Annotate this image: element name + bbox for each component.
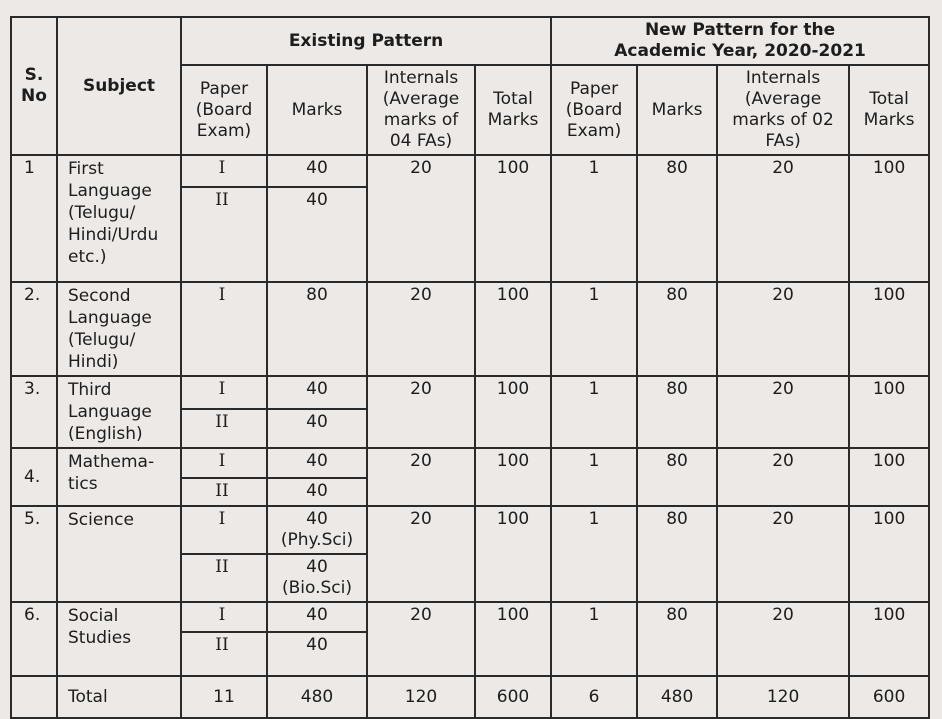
row-marks: 40 — [267, 409, 367, 448]
row-marks: 40 — [267, 632, 367, 676]
row-paper: II — [181, 409, 267, 448]
row-total: 100 — [475, 602, 551, 676]
total-marks: 480 — [267, 676, 367, 718]
row-paper: I — [181, 602, 267, 632]
row-paper: I — [181, 155, 267, 187]
row-marks: 40 — [267, 376, 367, 409]
header-existing-pattern: Existing Pattern — [181, 17, 551, 65]
row-internals: 20 — [367, 448, 475, 506]
row-internals: 20 — [367, 155, 475, 282]
row-paper: II — [181, 187, 267, 282]
row-paper: II — [181, 478, 267, 506]
table-row — [11, 376, 929, 409]
row-new-marks: 80 — [637, 155, 717, 282]
total-internals: 120 — [367, 676, 475, 718]
row-marks: 80 — [267, 282, 367, 376]
row-total: 100 — [475, 282, 551, 376]
header-new-total: Total Marks — [849, 65, 929, 155]
header-sno: S. No — [11, 17, 57, 155]
row-marks: 40 — [267, 187, 367, 282]
row-paper: I — [181, 506, 267, 554]
header-existing-marks: Marks — [267, 65, 367, 155]
row-marks: 40 — [267, 602, 367, 632]
row-internals: 20 — [367, 602, 475, 676]
row-new-marks: 80 — [637, 376, 717, 448]
row-subject: Science — [57, 506, 181, 602]
row-marks: 40 — [267, 478, 367, 506]
total-new-internals: 120 — [717, 676, 849, 718]
row-new-internals: 20 — [717, 602, 849, 676]
total-sno — [11, 676, 57, 718]
row-subject: Social Studies — [57, 602, 181, 676]
header-new-marks: Marks — [637, 65, 717, 155]
row-new-total: 100 — [849, 448, 929, 506]
row-marks: 40 — [267, 155, 367, 187]
row-new-paper: 1 — [551, 155, 637, 282]
total-row — [11, 676, 929, 718]
row-new-paper: 1 — [551, 506, 637, 602]
total-label: Total — [57, 676, 181, 718]
row-marks: 40 (Phy.Sci) — [267, 506, 367, 554]
row-paper: II — [181, 632, 267, 676]
row-subject: First Language (Telugu/ Hindi/Urdu etc.) — [57, 155, 181, 282]
row-subject: Second Language (Telugu/ Hindi) — [57, 282, 181, 376]
row-internals: 20 — [367, 282, 475, 376]
row-new-internals: 20 — [717, 376, 849, 448]
table-row — [11, 155, 929, 187]
row-new-total: 100 — [849, 602, 929, 676]
row-marks: 40 (Bio.Sci) — [267, 554, 367, 602]
row-total: 100 — [475, 448, 551, 506]
total-new-papers: 6 — [551, 676, 637, 718]
exam-pattern-table — [10, 16, 930, 719]
row-new-marks: 80 — [637, 602, 717, 676]
row-paper: I — [181, 282, 267, 376]
row-new-marks: 80 — [637, 506, 717, 602]
row-total: 100 — [475, 376, 551, 448]
header-new-pattern: New Pattern for the Academic Year, 2020-2021 — [551, 17, 929, 65]
row-new-marks: 80 — [637, 282, 717, 376]
row-new-total: 100 — [849, 282, 929, 376]
row-subject: Mathema- tics — [57, 448, 181, 506]
row-new-total: 100 — [849, 155, 929, 282]
table-row — [11, 506, 929, 554]
row-new-internals: 20 — [717, 448, 849, 506]
row-new-internals: 20 — [717, 506, 849, 602]
row-sno: 1 — [11, 155, 57, 282]
row-new-internals: 20 — [717, 155, 849, 282]
row-sno: 6. — [11, 602, 57, 676]
total-new-total: 600 — [849, 676, 929, 718]
row-new-paper: 1 — [551, 376, 637, 448]
header-new-internals: Internals (Average marks of 02 FAs) — [717, 65, 849, 155]
row-internals: 20 — [367, 506, 475, 602]
row-sno: 2. — [11, 282, 57, 376]
row-new-total: 100 — [849, 506, 929, 602]
row-paper: II — [181, 554, 267, 602]
row-new-paper: 1 — [551, 448, 637, 506]
header-subject: Subject — [57, 17, 181, 155]
header-existing-paper: Paper (Board Exam) — [181, 65, 267, 155]
row-new-internals: 20 — [717, 282, 849, 376]
total-papers: 11 — [181, 676, 267, 718]
total-total: 600 — [475, 676, 551, 718]
header-existing-internals: Internals (Average marks of 04 FAs) — [367, 65, 475, 155]
row-internals: 20 — [367, 376, 475, 448]
table-row — [11, 448, 929, 478]
row-new-marks: 80 — [637, 448, 717, 506]
row-total: 100 — [475, 506, 551, 602]
header-existing-total: Total Marks — [475, 65, 551, 155]
table-row — [11, 282, 929, 376]
row-marks: 40 — [267, 448, 367, 478]
table-row — [11, 602, 929, 632]
header-new-paper: Paper (Board Exam) — [551, 65, 637, 155]
row-total: 100 — [475, 155, 551, 282]
row-paper: I — [181, 448, 267, 478]
row-sno: 4. — [11, 448, 57, 506]
total-new-marks: 480 — [637, 676, 717, 718]
row-paper: I — [181, 376, 267, 409]
row-subject: Third Language (English) — [57, 376, 181, 448]
row-sno: 3. — [11, 376, 57, 448]
row-new-total: 100 — [849, 376, 929, 448]
row-new-paper: 1 — [551, 282, 637, 376]
row-new-paper: 1 — [551, 602, 637, 676]
row-sno: 5. — [11, 506, 57, 602]
